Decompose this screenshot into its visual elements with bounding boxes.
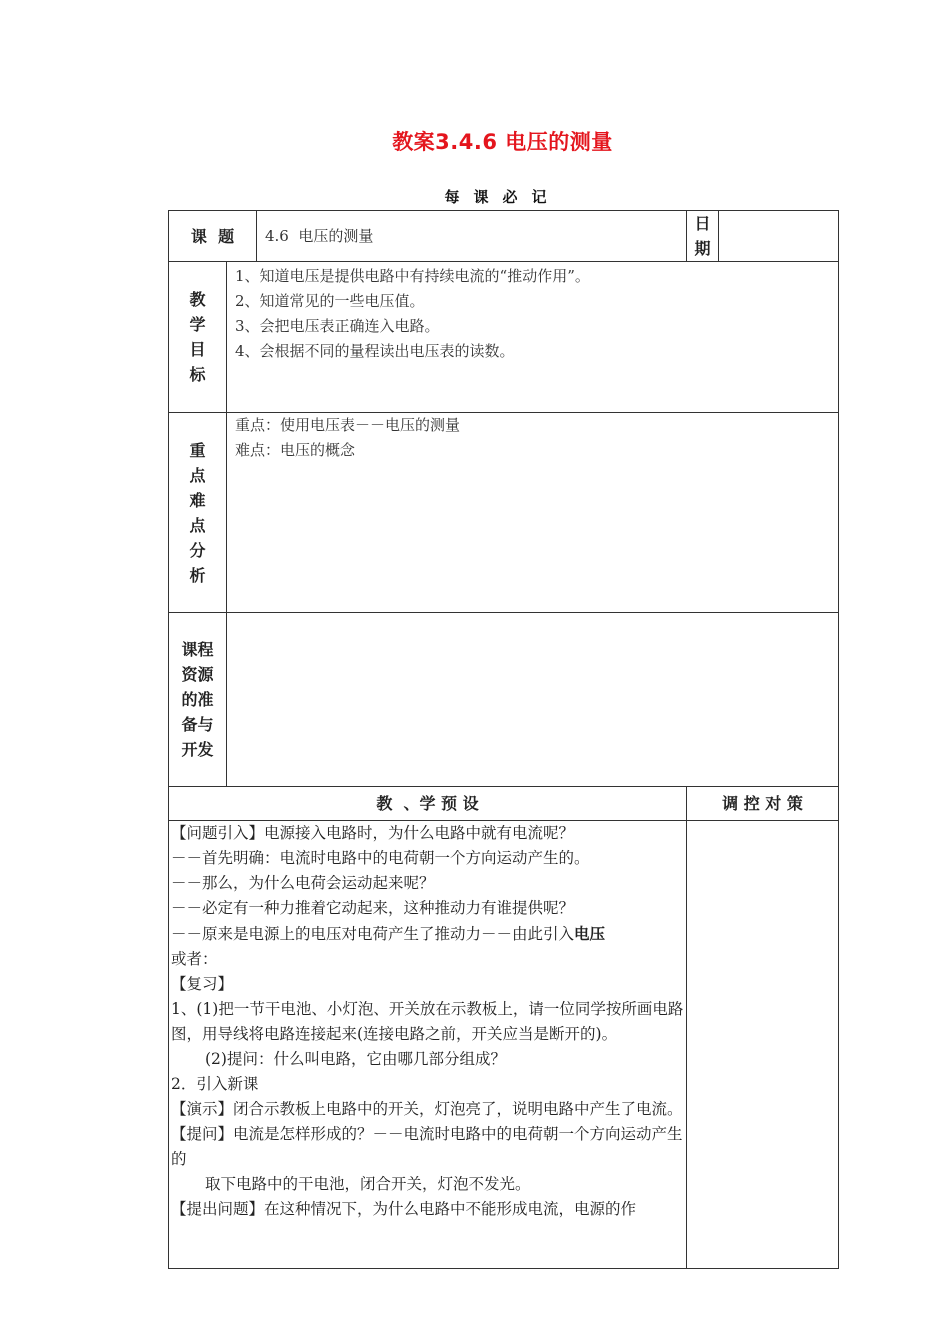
lesson-plan-table <box>168 210 839 1269</box>
teach-line: －－必定有一种力推着它动起来，这种推动力有谁提供呢？ <box>171 899 575 917</box>
keyword-voltage: 电压 <box>574 924 606 943</box>
document-subtitle: 每课必记 <box>444 188 561 206</box>
topic-label: 课 题 <box>169 211 257 262</box>
teach-line: (2)提问：什么叫电路，它由哪几部分组成？ <box>205 1050 506 1068</box>
keypoint-item: 难点：电压的概念 <box>235 441 356 459</box>
objective-item: 3、会把电压表正确连入电路。 <box>235 317 440 335</box>
resources-content <box>227 613 839 787</box>
teach-line: 或者： <box>171 950 218 968</box>
teach-line: 【复习】 <box>171 975 234 993</box>
teach-line: 【演示】闭合示教板上电路中的开关，灯泡亮了，说明电路中产生了电流。 <box>171 1100 683 1118</box>
teach-content <box>169 821 687 1269</box>
keypoints-content <box>227 413 839 613</box>
objective-item: 4、会根据不同的量程读出电压表的读数。 <box>235 342 515 360</box>
teach-line: 【问题引入】电源接入电路时，为什么电路中就有电流呢？ <box>171 824 575 842</box>
control-content <box>687 821 839 1269</box>
objectives-content <box>227 262 839 413</box>
topic-value: 4.6 电压的测量 <box>257 211 687 262</box>
teach-line: －－那么，为什么电荷会运动起来呢？ <box>171 874 435 892</box>
objective-item: 2、知道常见的一些电压值。 <box>235 292 425 310</box>
objective-item: 1、知道电压是提供电路中有持续电流的“推动作用”。 <box>235 267 590 285</box>
date-label: 日 期 <box>687 211 719 262</box>
keypoints-label: 重 点 难 点 分 析 <box>169 413 227 613</box>
teach-line: －－首先明确：电流时电路中的电荷朝一个方向运动产生的。 <box>171 849 590 867</box>
teach-line-with-keyword: －－原来是电源上的电压对电荷产生了推动力－－由此引入电压 <box>171 924 606 943</box>
teach-line: 1、(1)把一节干电池、小灯泡、开关放在示教板上，请一位同学按所画电路图，用导线将电路连接起来(连接电路之前，开关应当是断开的)。 <box>171 1000 684 1043</box>
control-header: 调 控 对 策 <box>687 787 839 821</box>
teach-line: 2．引入新课 <box>171 1075 259 1093</box>
document-title: 教案3.4.6 电压的测量 <box>392 130 613 154</box>
teach-line: 【提出问题】在这种情况下，为什么电路中不能形成电流，电源的作 <box>171 1200 637 1218</box>
objectives-label: 教 学 目 标 <box>169 262 227 413</box>
teach-line: 【提问】电流是怎样形成的？－－电流时电路中的电荷朝一个方向运动产生的 <box>171 1125 683 1168</box>
keypoint-item: 重点：使用电压表－－电压的测量 <box>235 416 461 434</box>
resources-label: 课程 资源 的准 备与 开发 <box>169 613 227 787</box>
date-value <box>719 211 839 262</box>
teach-header: 教 、学 预 设 <box>169 787 687 821</box>
teach-line: 取下电路中的干电池，闭合开关，灯泡不发光。 <box>205 1175 531 1193</box>
